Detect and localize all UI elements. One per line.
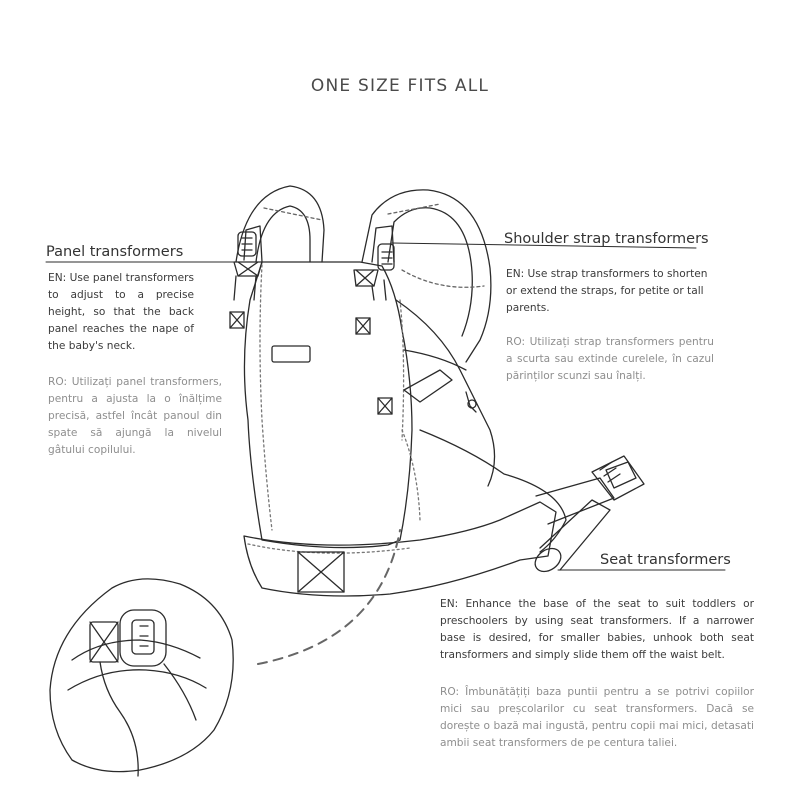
panel-transformers-ro: RO: Utilizați panel transformers, pentru a ajusta la o înălțime precisă, astfel încât panoul din spate să ajungă la nivelul gâtului copilului. (48, 376, 222, 456)
chest-buckle (378, 370, 476, 414)
panel-transformers-en: EN: Use panel transformers to adjust to a precise height, so that the back panel reaches the nape of the baby's neck. (48, 272, 194, 352)
right-shoulder-strap (362, 190, 491, 362)
seat-transformers-heading: Seat transformers (600, 552, 731, 568)
shoulder-strap-transformers-en: EN: Use strap transformers to shorten or extend the straps, for petite or tall parents. (506, 268, 708, 314)
panel-transformers-heading: Panel transformers (46, 244, 184, 260)
shoulder-strap-transformers-heading: Shoulder strap transformers (504, 231, 709, 247)
seat-transformers-ro: RO: Îmbunătățiți baza puntii pentru a se potrivi copiilor mici sau preșcolarilor cu seat transformers. Dacă se dorește o bază mai ingustă, pentru copii mai mici, detasati ambii seat transformers de pe centura taliei. (440, 686, 754, 749)
inset-detail (50, 579, 233, 776)
panel-label (272, 346, 310, 362)
right-panel-transformer (354, 226, 394, 334)
seat-transformers-en: EN: Enhance the base of the seat to suit toddlers or preschoolers by using seat transformers. If a narrower base is desired, for smaller babies, unhook both seat transformers and simply slide them off the waist belt. (440, 598, 754, 661)
page-title: ONE SIZE FITS ALL (310, 76, 490, 96)
shoulder-strap-transformers-ro: RO: Utilizați strap transformers pentru a scurta sau extinde curelele, în cazul părinților scunzi sau înalți. (506, 336, 714, 382)
waist-belt (244, 502, 556, 596)
